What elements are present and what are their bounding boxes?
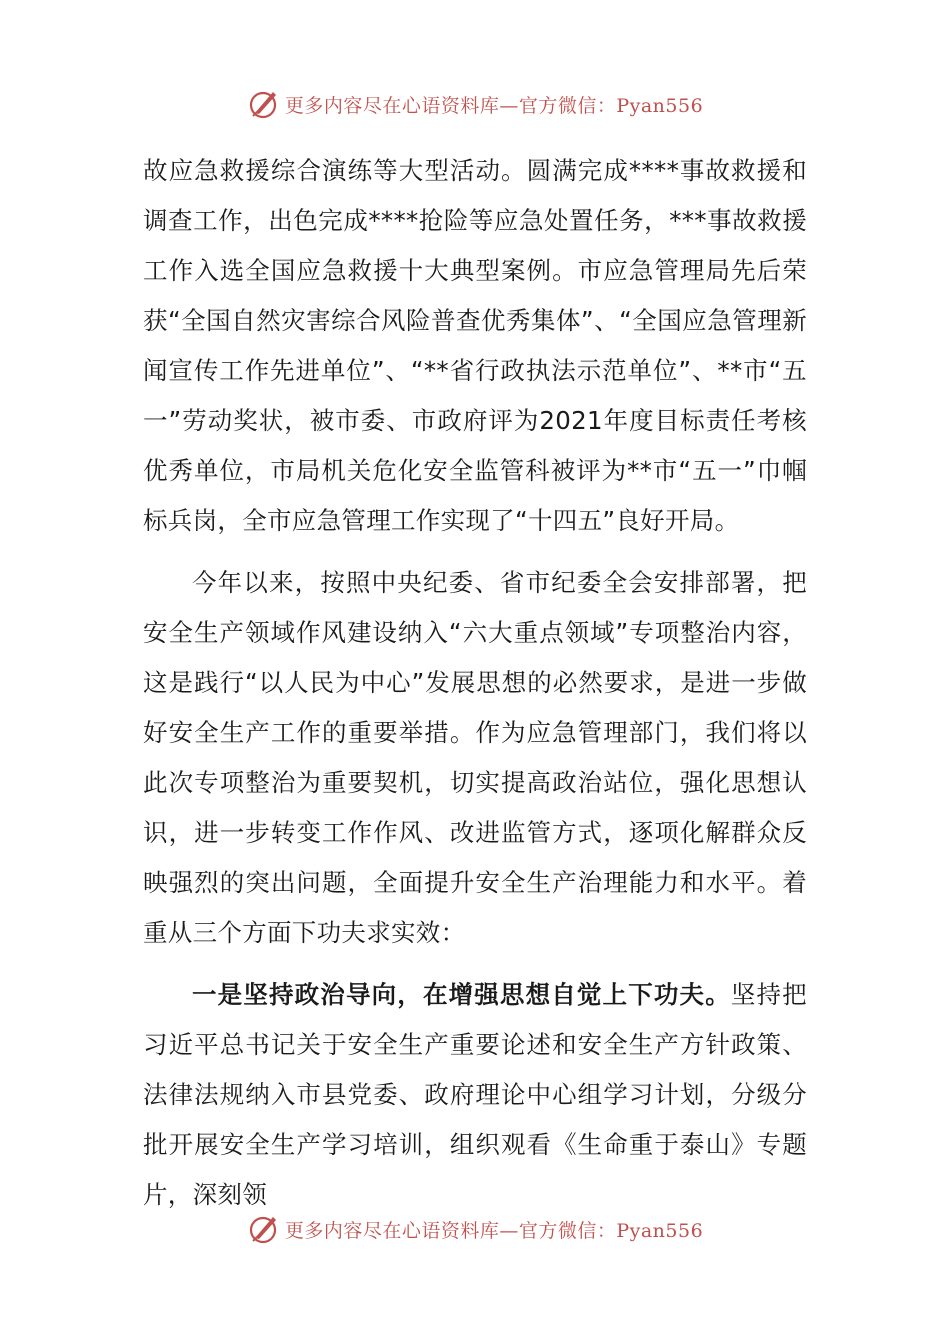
quill-logo-icon <box>247 87 281 121</box>
paragraph-3-text: 坚持把习近平总书记关于安全生产重要论述和安全生产方针政策、法律法规纳入市县党委、政府理论中心组学习计划，分级分批开展安全生产学习培训，组织观看《生命重于泰山》专题片，深刻领 <box>143 980 807 1209</box>
paragraph-2 <box>143 558 807 958</box>
paragraph-1-text: 故应急救援综合演练等大型活动。圆满完成****事故救援和调查工作，出色完成****抢险等应急处置任务，***事故救援工作入选全国应急救援十大典型案例。市应急管理局先后荣获“全国自然灾害综合风险普查优秀集体”、“全国应急管理新闻宣传工作先进单位”、“**省行政执法示范单位”、**市“五一”劳动奖状，被市委、市政府评为2021年度目标责任考核优秀单位，市局机关危化安全监管科被评为**市“五一”巾帼标兵岗，全市应急管理工作实现了“十四五”良好开局。 <box>143 156 807 535</box>
header-watermark <box>0 84 950 124</box>
document-body <box>143 146 807 1220</box>
footer-watermark <box>0 1209 950 1249</box>
watermark-text: 更多内容尽在心语资料库—官方微信：Pyan556 <box>284 94 704 117</box>
watermark-text: 更多内容尽在心语资料库—官方微信：Pyan556 <box>284 1219 704 1242</box>
paragraph-2-text: 今年以来，按照中央纪委、省市纪委全会安排部署，把安全生产领域作风建设纳入“六大重点领域”专项整治内容，这是践行“以人民为中心”发展思想的必然要求，是进一步做好安全生产工作的重要举措。作为应急管理部门，我们将以此次专项整治为重要契机，切实提高政治站位，强化思想认识，进一步转变工作作风、改进监管方式，逐项化解群众反映强烈的突出问题，全面提升安全生产治理能力和水平。着重从三个方面下功夫求实效： <box>143 568 807 947</box>
paragraph-3 <box>143 970 807 1220</box>
paragraph-3-lead: 一是坚持政治导向，在增强思想自觉上下功夫。 <box>192 980 731 1009</box>
paragraph-1 <box>143 146 807 546</box>
quill-logo-icon <box>247 1212 281 1246</box>
